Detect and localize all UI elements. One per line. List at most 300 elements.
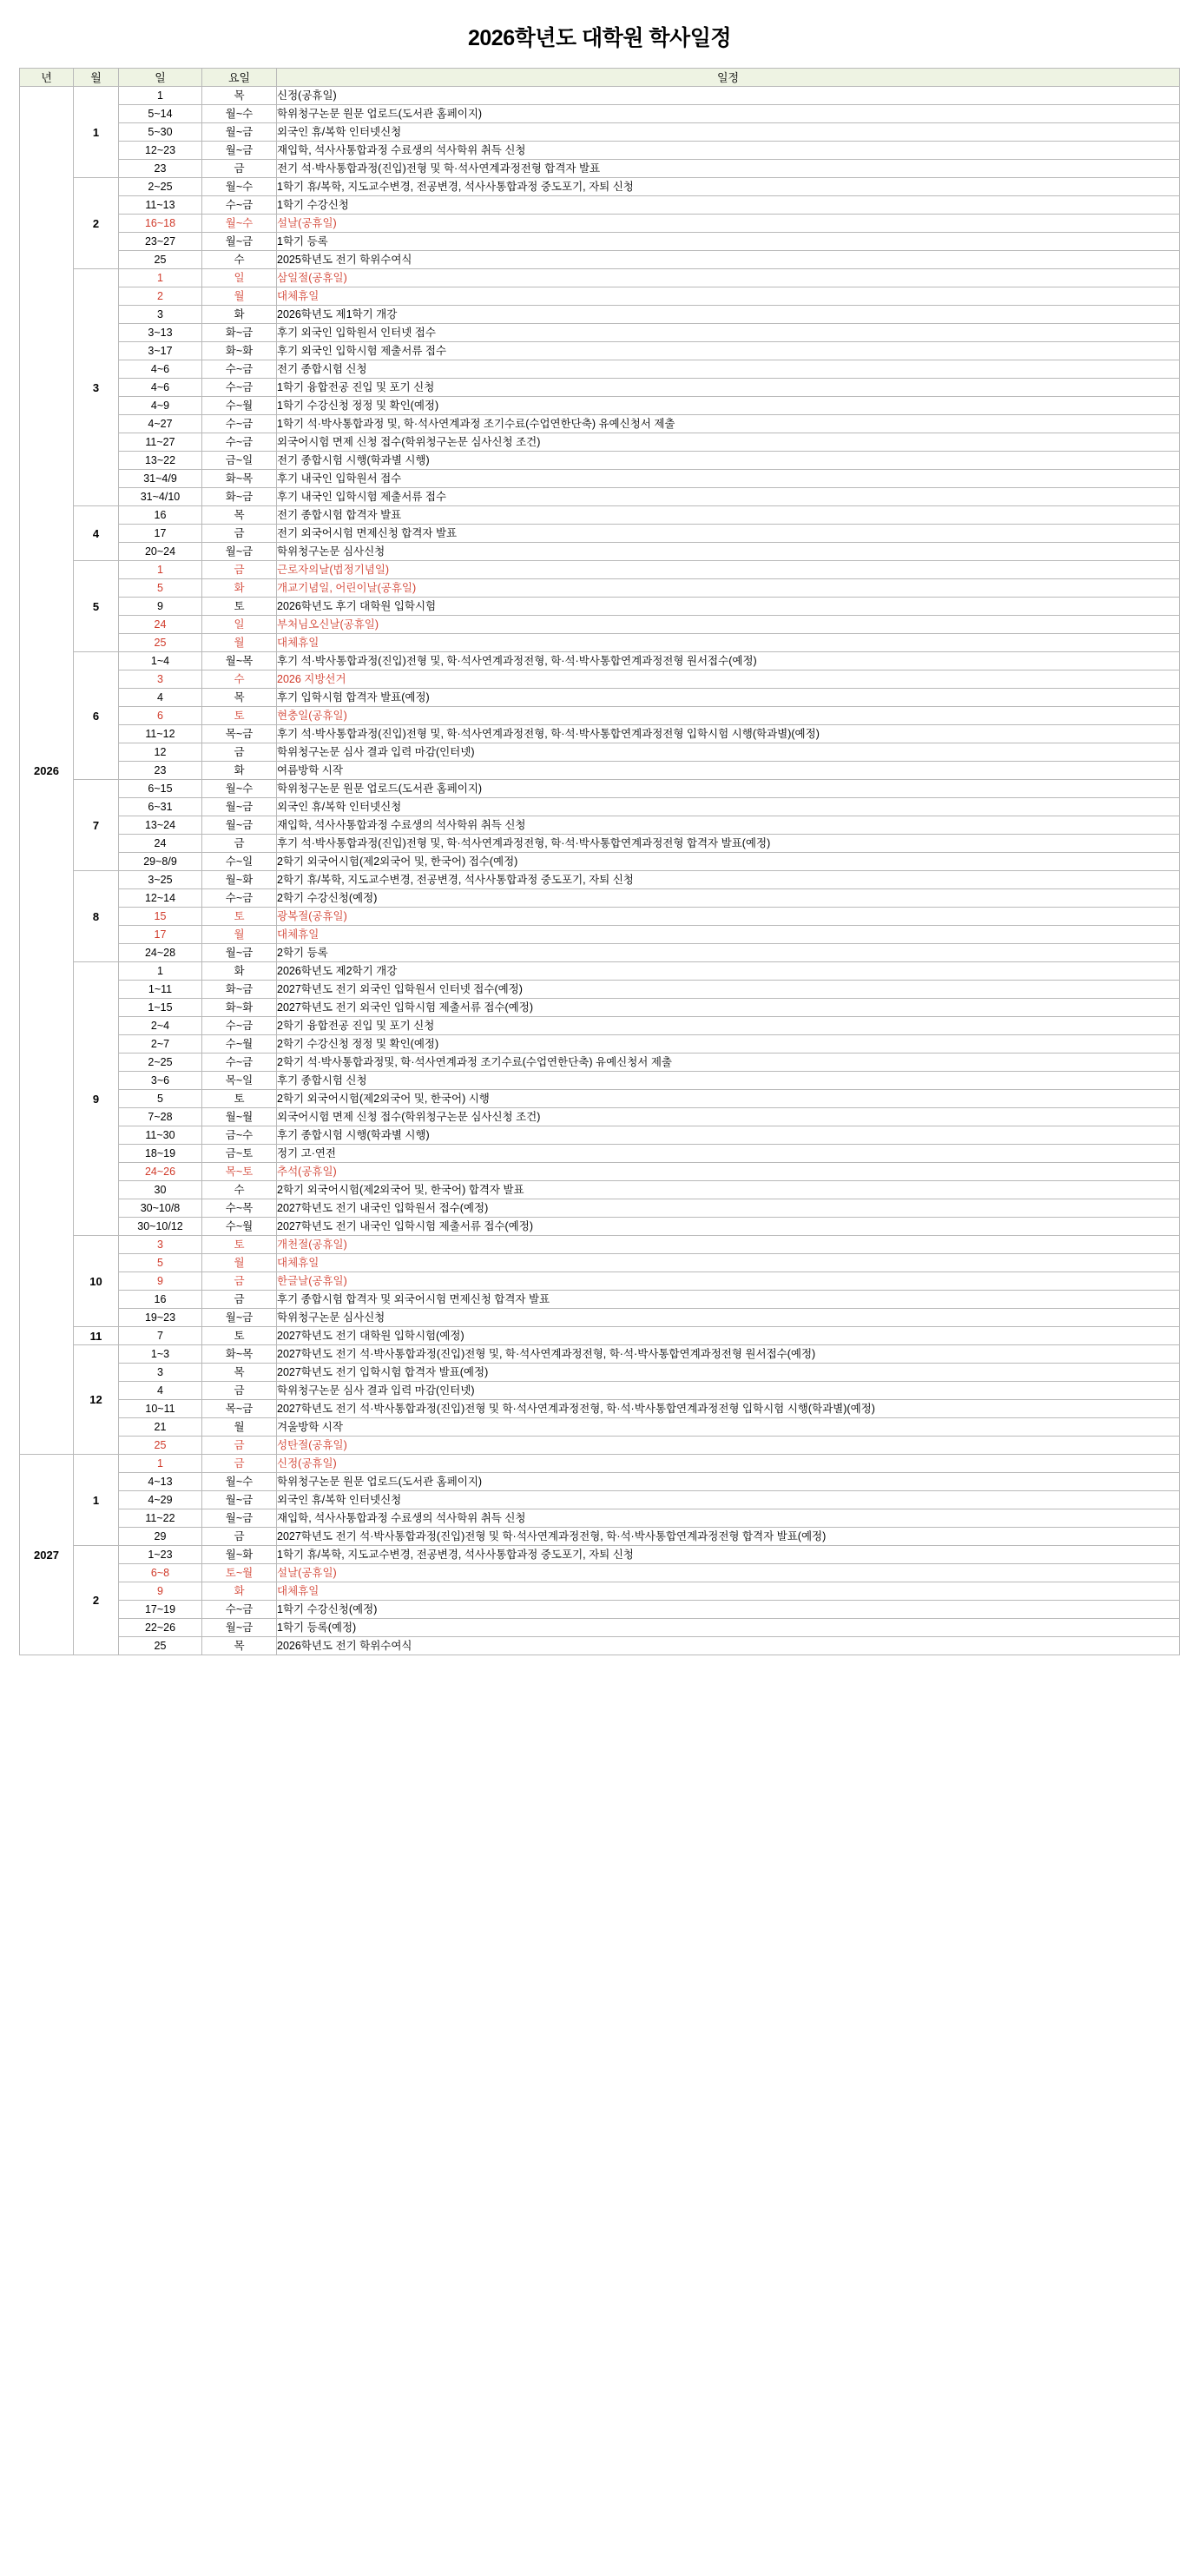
event-cell: 외국인 휴/복학 인터넷신청 [277,123,1180,142]
table-row [20,324,1180,342]
event-cell: 후기 석·박사통합과정(진입)전형 및, 학·석사연계과정전형, 학·석·박사통합연계과정전형 원서접수(예정) [277,652,1180,670]
event-cell: 한글날(공휴일) [277,1272,1180,1291]
table-row [20,1345,1180,1364]
table-row [20,1090,1180,1108]
event-cell: 대체휴일 [277,926,1180,944]
event-cell: 학위청구논문 심사신청 [277,543,1180,561]
table-row [20,616,1180,634]
day-cell: 13~22 [119,452,202,470]
table-row [20,1528,1180,1546]
table-row [20,1546,1180,1564]
day-cell: 3~17 [119,342,202,360]
table-row [20,1236,1180,1254]
table-row [20,1418,1180,1437]
event-cell: 1학기 수강신청(예정) [277,1601,1180,1619]
table-row [20,506,1180,525]
event-cell: 외국어시험 면제 신청 접수(학위청구논문 심사신청 조건) [277,1108,1180,1126]
event-cell: 2학기 휴/복학, 지도교수변경, 전공변경, 석사사통합과정 중도포기, 자퇴 신청 [277,871,1180,889]
day-cell: 6~15 [119,780,202,798]
day-cell: 7~28 [119,1108,202,1126]
table-row [20,1035,1180,1054]
event-cell: 전기 외국어시험 면제신청 합격자 발표 [277,525,1180,543]
event-cell: 2학기 수강신청(예정) [277,889,1180,908]
day-cell: 12 [119,743,202,762]
day-cell: 23 [119,160,202,178]
table-header [20,69,1180,87]
day-cell: 29~8/9 [119,853,202,871]
day-cell: 1 [119,561,202,579]
day-cell: 1~4 [119,652,202,670]
day-cell: 2~7 [119,1035,202,1054]
table-row [20,889,1180,908]
dayofweek-cell: 월~금 [202,142,277,160]
event-cell: 전기 종합시험 시행(학과별 시행) [277,452,1180,470]
day-cell: 7 [119,1327,202,1345]
table-row [20,762,1180,780]
day-cell: 1~3 [119,1345,202,1364]
dayofweek-cell: 목 [202,87,277,105]
table-row [20,689,1180,707]
event-cell: 1학기 휴/복학, 지도교수변경, 전공변경, 석사사통합과정 중도포기, 자퇴 신청 [277,178,1180,196]
table-row [20,178,1180,196]
dayofweek-cell: 수~금 [202,1601,277,1619]
day-cell: 4 [119,1382,202,1400]
column-header-month: 월 [74,69,119,87]
table-row [20,835,1180,853]
day-cell: 25 [119,634,202,652]
day-cell: 3~25 [119,871,202,889]
table-row [20,87,1180,105]
dayofweek-cell: 토 [202,598,277,616]
table-row [20,798,1180,816]
column-header-dayofweek: 요일 [202,69,277,87]
table-row [20,1218,1180,1236]
event-cell: 외국어시험 면제 신청 접수(학위청구논문 심사신청 조건) [277,433,1180,452]
event-cell: 부처님오신날(공휴일) [277,616,1180,634]
dayofweek-cell: 월~수 [202,215,277,233]
event-cell: 신정(공휴일) [277,87,1180,105]
table-row [20,1145,1180,1163]
day-cell: 4~13 [119,1473,202,1491]
day-cell: 17 [119,525,202,543]
day-cell: 12~14 [119,889,202,908]
dayofweek-cell: 목~일 [202,1072,277,1090]
day-cell: 4~6 [119,360,202,379]
day-cell: 31~4/10 [119,488,202,506]
day-cell: 13~24 [119,816,202,835]
day-cell: 6~31 [119,798,202,816]
table-row [20,306,1180,324]
event-cell: 개교기념일, 어린이날(공휴일) [277,579,1180,598]
dayofweek-cell: 화~금 [202,488,277,506]
day-cell: 1~15 [119,999,202,1017]
event-cell: 학위청구논문 심사신청 [277,1309,1180,1327]
event-cell: 2학기 외국어시험(제2외국어 및, 한국어) 시행 [277,1090,1180,1108]
day-cell: 30~10/12 [119,1218,202,1236]
dayofweek-cell: 월 [202,1418,277,1437]
table-row [20,397,1180,415]
day-cell: 15 [119,908,202,926]
dayofweek-cell: 월~화 [202,1546,277,1564]
event-cell: 2학기 외국어시험(제2외국어 및, 한국어) 합격자 발표 [277,1181,1180,1199]
month-cell: 12 [74,1345,119,1455]
table-row [20,1327,1180,1345]
day-cell: 24~28 [119,944,202,962]
event-cell: 후기 입학시험 합격자 발표(예정) [277,689,1180,707]
dayofweek-cell: 금 [202,525,277,543]
day-cell: 3~6 [119,1072,202,1090]
dayofweek-cell: 금 [202,1272,277,1291]
dayofweek-cell: 목 [202,689,277,707]
event-cell: 후기 종합시험 합격자 및 외국어시험 면제신청 합격자 발표 [277,1291,1180,1309]
event-cell: 2027학년도 전기 외국인 입학시험 제출서류 접수(예정) [277,999,1180,1017]
dayofweek-cell: 수~금 [202,379,277,397]
dayofweek-cell: 금 [202,743,277,762]
day-cell: 30~10/8 [119,1199,202,1218]
event-cell: 설날(공휴일) [277,215,1180,233]
event-cell: 2학기 등록 [277,944,1180,962]
table-row [20,1364,1180,1382]
day-cell: 30 [119,1181,202,1199]
month-cell: 3 [74,269,119,506]
day-cell: 4 [119,689,202,707]
dayofweek-cell: 목 [202,1637,277,1655]
day-cell: 25 [119,251,202,269]
dayofweek-cell: 화 [202,306,277,324]
table-row [20,962,1180,981]
table-row [20,1637,1180,1655]
event-cell: 2학기 융합전공 진입 및 포기 신청 [277,1017,1180,1035]
dayofweek-cell: 월~금 [202,233,277,251]
table-row [20,561,1180,579]
table-row [20,196,1180,215]
day-cell: 18~19 [119,1145,202,1163]
dayofweek-cell: 수~금 [202,360,277,379]
month-cell: 11 [74,1327,119,1345]
month-cell: 4 [74,506,119,561]
day-cell: 11~30 [119,1126,202,1145]
day-cell: 5~14 [119,105,202,123]
event-cell: 정기 고·연전 [277,1145,1180,1163]
day-cell: 1~11 [119,981,202,999]
dayofweek-cell: 목~금 [202,725,277,743]
day-cell: 2~25 [119,1054,202,1072]
table-row [20,1126,1180,1145]
table-row [20,1054,1180,1072]
table-row [20,1272,1180,1291]
day-cell: 1 [119,269,202,287]
table-row [20,707,1180,725]
event-cell: 학위청구논문 원문 업로드(도서관 홈페이지) [277,105,1180,123]
day-cell: 6~8 [119,1564,202,1582]
event-cell: 학위청구논문 원문 업로드(도서관 홈페이지) [277,780,1180,798]
dayofweek-cell: 월~금 [202,543,277,561]
event-cell: 재입학, 석사사통합과정 수료생의 석사학위 취득 신청 [277,1509,1180,1528]
dayofweek-cell: 목~토 [202,1163,277,1181]
table-row [20,780,1180,798]
event-cell: 후기 석·박사통합과정(진입)전형 및, 학·석사연계과정전형, 학·석·박사통합연계과정전형 합격자 발표(예정) [277,835,1180,853]
dayofweek-cell: 목 [202,506,277,525]
dayofweek-cell: 금 [202,835,277,853]
dayofweek-cell: 월~수 [202,1473,277,1491]
event-cell: 전기 종합시험 신청 [277,360,1180,379]
event-cell: 후기 석·박사통합과정(진입)전형 및, 학·석사연계과정전형, 학·석·박사통합연계과정전형 입학시험 시행(학과별)(예정) [277,725,1180,743]
day-cell: 3 [119,670,202,689]
table-row [20,1509,1180,1528]
dayofweek-cell: 화 [202,579,277,598]
day-cell: 11~22 [119,1509,202,1528]
day-cell: 21 [119,1418,202,1437]
day-cell: 24~26 [119,1163,202,1181]
event-cell: 외국인 휴/복학 인터넷신청 [277,1491,1180,1509]
table-row [20,1181,1180,1199]
table-row [20,105,1180,123]
event-cell: 2027학년도 전기 내국인 입학원서 접수(예정) [277,1199,1180,1218]
table-row [20,1582,1180,1601]
month-cell: 7 [74,780,119,871]
dayofweek-cell: 금 [202,160,277,178]
day-cell: 23 [119,762,202,780]
day-cell: 4~27 [119,415,202,433]
table-row [20,579,1180,598]
event-cell: 2027학년도 전기 내국인 입학시험 제출서류 접수(예정) [277,1218,1180,1236]
dayofweek-cell: 수 [202,1181,277,1199]
dayofweek-cell: 금~토 [202,1145,277,1163]
day-cell: 11~12 [119,725,202,743]
event-cell: 후기 종합시험 시행(학과별 시행) [277,1126,1180,1145]
dayofweek-cell: 화~금 [202,981,277,999]
month-cell: 2 [74,178,119,269]
event-cell: 1학기 수강신청 정정 및 확인(예정) [277,397,1180,415]
table-row [20,1199,1180,1218]
table-row [20,1309,1180,1327]
day-cell: 4~6 [119,379,202,397]
dayofweek-cell: 수~금 [202,889,277,908]
day-cell: 2~25 [119,178,202,196]
day-cell: 23~27 [119,233,202,251]
day-cell: 2~4 [119,1017,202,1035]
table-row [20,1437,1180,1455]
event-cell: 신정(공휴일) [277,1455,1180,1473]
table-row [20,598,1180,616]
dayofweek-cell: 수~월 [202,1218,277,1236]
dayofweek-cell: 수~목 [202,1199,277,1218]
dayofweek-cell: 화 [202,762,277,780]
table-row [20,379,1180,397]
dayofweek-cell: 수~금 [202,433,277,452]
table-row [20,215,1180,233]
table-row [20,233,1180,251]
event-cell: 2027학년도 전기 외국인 입학원서 인터넷 접수(예정) [277,981,1180,999]
dayofweek-cell: 화~목 [202,470,277,488]
table-row [20,908,1180,926]
day-cell: 24 [119,835,202,853]
dayofweek-cell: 토 [202,1090,277,1108]
event-cell: 2025학년도 전기 학위수여식 [277,251,1180,269]
dayofweek-cell: 화~화 [202,999,277,1017]
year-cell: 2027 [20,1455,74,1655]
dayofweek-cell: 월~월 [202,1108,277,1126]
dayofweek-cell: 화 [202,1582,277,1601]
dayofweek-cell: 월~금 [202,798,277,816]
event-cell: 후기 외국인 입학시험 제출서류 접수 [277,342,1180,360]
table-header-row [20,69,1180,87]
table-row [20,452,1180,470]
day-cell: 3~13 [119,324,202,342]
event-cell: 대체휴일 [277,1582,1180,1601]
table-row [20,725,1180,743]
dayofweek-cell: 화~목 [202,1345,277,1364]
event-cell: 1학기 등록(예정) [277,1619,1180,1637]
dayofweek-cell: 화~금 [202,324,277,342]
day-cell: 5 [119,1090,202,1108]
day-cell: 3 [119,1236,202,1254]
day-cell: 1 [119,1455,202,1473]
dayofweek-cell: 월~수 [202,178,277,196]
table-row [20,160,1180,178]
month-cell: 8 [74,871,119,962]
day-cell: 17~19 [119,1601,202,1619]
table-body [20,87,1180,1655]
event-cell: 대체휴일 [277,634,1180,652]
event-cell: 전기 석·박사통합과정(진입)전형 및 학·석사연계과정전형 합격자 발표 [277,160,1180,178]
dayofweek-cell: 목~금 [202,1400,277,1418]
event-cell: 1학기 휴/복학, 지도교수변경, 전공변경, 석사사통합과정 중도포기, 자퇴 신청 [277,1546,1180,1564]
event-cell: 대체휴일 [277,1254,1180,1272]
day-cell: 4~29 [119,1491,202,1509]
table-row [20,1382,1180,1400]
event-cell: 대체휴일 [277,287,1180,306]
event-cell: 2027학년도 전기 석·박사통합과정(진입)전형 및 학·석사연계과정전형, 학·석·박사통합연계과정전형 합격자 발표(예정) [277,1528,1180,1546]
table-row [20,525,1180,543]
table-row [20,871,1180,889]
table-row [20,999,1180,1017]
day-cell: 3 [119,1364,202,1382]
dayofweek-cell: 금 [202,1528,277,1546]
dayofweek-cell: 월~화 [202,871,277,889]
table-row [20,470,1180,488]
event-cell: 외국인 휴/복학 인터넷신청 [277,798,1180,816]
event-cell: 학위청구논문 심사 결과 입력 마감(인터넷) [277,1382,1180,1400]
dayofweek-cell: 수~금 [202,415,277,433]
day-cell: 20~24 [119,543,202,561]
table-row [20,670,1180,689]
column-header-event: 일정 [277,69,1180,87]
dayofweek-cell: 토 [202,1327,277,1345]
event-cell: 2027학년도 전기 석·박사통합과정(진입)전형 및 학·석사연계과정전형, 학·석·박사통합연계과정전형 입학시험 시행(학과별)(예정) [277,1400,1180,1418]
dayofweek-cell: 월~금 [202,1619,277,1637]
dayofweek-cell: 월 [202,926,277,944]
day-cell: 22~26 [119,1619,202,1637]
dayofweek-cell: 월 [202,287,277,306]
dayofweek-cell: 수~월 [202,397,277,415]
dayofweek-cell: 월 [202,634,277,652]
event-cell: 근로자의날(법정기념일) [277,561,1180,579]
event-cell: 2027학년도 전기 입학시험 합격자 발표(예정) [277,1364,1180,1382]
dayofweek-cell: 월~수 [202,105,277,123]
month-cell: 2 [74,1546,119,1655]
event-cell: 개천절(공휴일) [277,1236,1180,1254]
dayofweek-cell: 월~금 [202,1309,277,1327]
dayofweek-cell: 수 [202,670,277,689]
event-cell: 1학기 수강신청 [277,196,1180,215]
event-cell: 학위청구논문 심사 결과 입력 마감(인터넷) [277,743,1180,762]
day-cell: 16 [119,506,202,525]
day-cell: 16 [119,1291,202,1309]
day-cell: 5~30 [119,123,202,142]
event-cell: 재입학, 석사사통합과정 수료생의 석사학위 취득 신청 [277,816,1180,835]
day-cell: 24 [119,616,202,634]
dayofweek-cell: 목 [202,1364,277,1382]
dayofweek-cell: 일 [202,616,277,634]
table-row [20,853,1180,871]
table-row [20,433,1180,452]
event-cell: 학위청구논문 원문 업로드(도서관 홈페이지) [277,1473,1180,1491]
table-row [20,1400,1180,1418]
day-cell: 11~13 [119,196,202,215]
event-cell: 추석(공휴일) [277,1163,1180,1181]
table-row [20,1017,1180,1035]
day-cell: 9 [119,598,202,616]
dayofweek-cell: 토 [202,1236,277,1254]
event-cell: 후기 내국인 입학시험 제출서류 접수 [277,488,1180,506]
table-row [20,543,1180,561]
table-row [20,488,1180,506]
event-cell: 2027학년도 전기 석·박사통합과정(진입)전형 및, 학·석사연계과정전형, 학·석·박사통합연계과정전형 원서접수(예정) [277,1345,1180,1364]
day-cell: 4~9 [119,397,202,415]
event-cell: 재입학, 석사사통합과정 수료생의 석사학위 취득 신청 [277,142,1180,160]
column-header-day: 일 [119,69,202,87]
table-row [20,743,1180,762]
event-cell: 2026학년도 전기 학위수여식 [277,1637,1180,1655]
dayofweek-cell: 수~금 [202,1017,277,1035]
month-cell: 6 [74,652,119,780]
event-cell: 2026학년도 제1학기 개강 [277,306,1180,324]
day-cell: 29 [119,1528,202,1546]
day-cell: 1 [119,87,202,105]
table-row [20,1072,1180,1090]
dayofweek-cell: 금 [202,1382,277,1400]
event-cell: 현충일(공휴일) [277,707,1180,725]
table-row [20,287,1180,306]
table-row [20,360,1180,379]
dayofweek-cell: 수~월 [202,1035,277,1054]
event-cell: 광복절(공휴일) [277,908,1180,926]
month-cell: 10 [74,1236,119,1327]
event-cell: 설날(공휴일) [277,1564,1180,1582]
table-row [20,1601,1180,1619]
dayofweek-cell: 월~금 [202,1491,277,1509]
day-cell: 16~18 [119,215,202,233]
dayofweek-cell: 월~금 [202,816,277,835]
event-cell: 2027학년도 전기 대학원 입학시험(예정) [277,1327,1180,1345]
dayofweek-cell: 월~금 [202,944,277,962]
table-row [20,926,1180,944]
table-row [20,652,1180,670]
dayofweek-cell: 월 [202,1254,277,1272]
table-row [20,269,1180,287]
day-cell: 31~4/9 [119,470,202,488]
event-cell: 삼일절(공휴일) [277,269,1180,287]
year-cell: 2026 [20,87,74,1455]
event-cell: 2026학년도 제2학기 개강 [277,962,1180,981]
event-cell: 2026 지방선거 [277,670,1180,689]
day-cell: 3 [119,306,202,324]
table-row [20,1491,1180,1509]
academic-calendar-table [19,68,1180,1655]
event-cell: 성탄절(공휴일) [277,1437,1180,1455]
table-row [20,981,1180,999]
